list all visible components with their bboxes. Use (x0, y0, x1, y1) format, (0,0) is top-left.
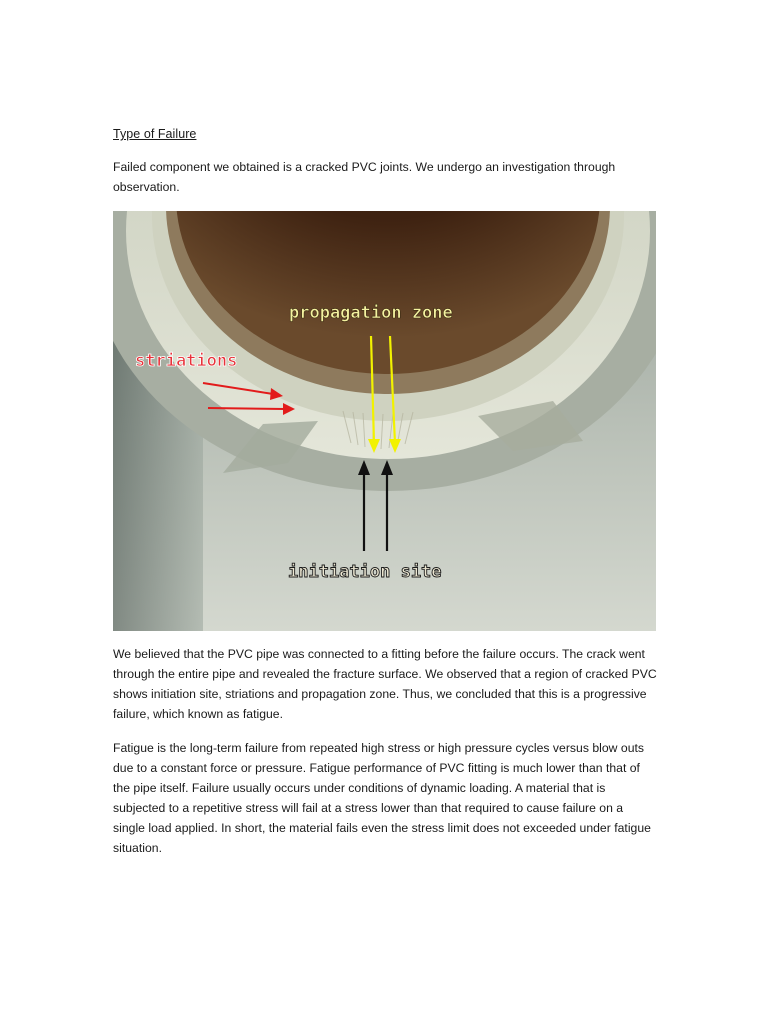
striations-label: striations (135, 351, 238, 371)
initiation-site-label: initiation site (288, 562, 442, 582)
section-heading: Type of Failure (113, 127, 197, 141)
observation-paragraph: We believed that the PVC pipe was connected to a fitting before the failure occurs. The crack went through the entire pipe and revealed the fracture surface. We observed that a region of cracked PVC shows initiation site, striations and propagation zone. Thus, we concluded that this is a progressive failure, which known as fatigue. (113, 647, 657, 721)
fatigue-paragraph: Fatigue is the long-term failure from repeated high stress or high pressure cycles versus blow outs due to a constant force or pressure. Fatigue performance of PVC fitting is much lower than that of the pipe itself. Failure usually occurs under conditions of dynamic loading. A material that is subjected to a repetitive stress will fail at a stress lower than that required to cause failure on a single load applied. In short, the material fails even the stress limit does not exceeded under fatigue situation. (113, 741, 651, 855)
pvc-fracture-photo (113, 211, 656, 631)
propagation-zone-label: propagation zone (289, 303, 453, 323)
intro-paragraph: Failed component we obtained is a cracked PVC joints. We undergo an investigation through observation. (113, 160, 616, 194)
